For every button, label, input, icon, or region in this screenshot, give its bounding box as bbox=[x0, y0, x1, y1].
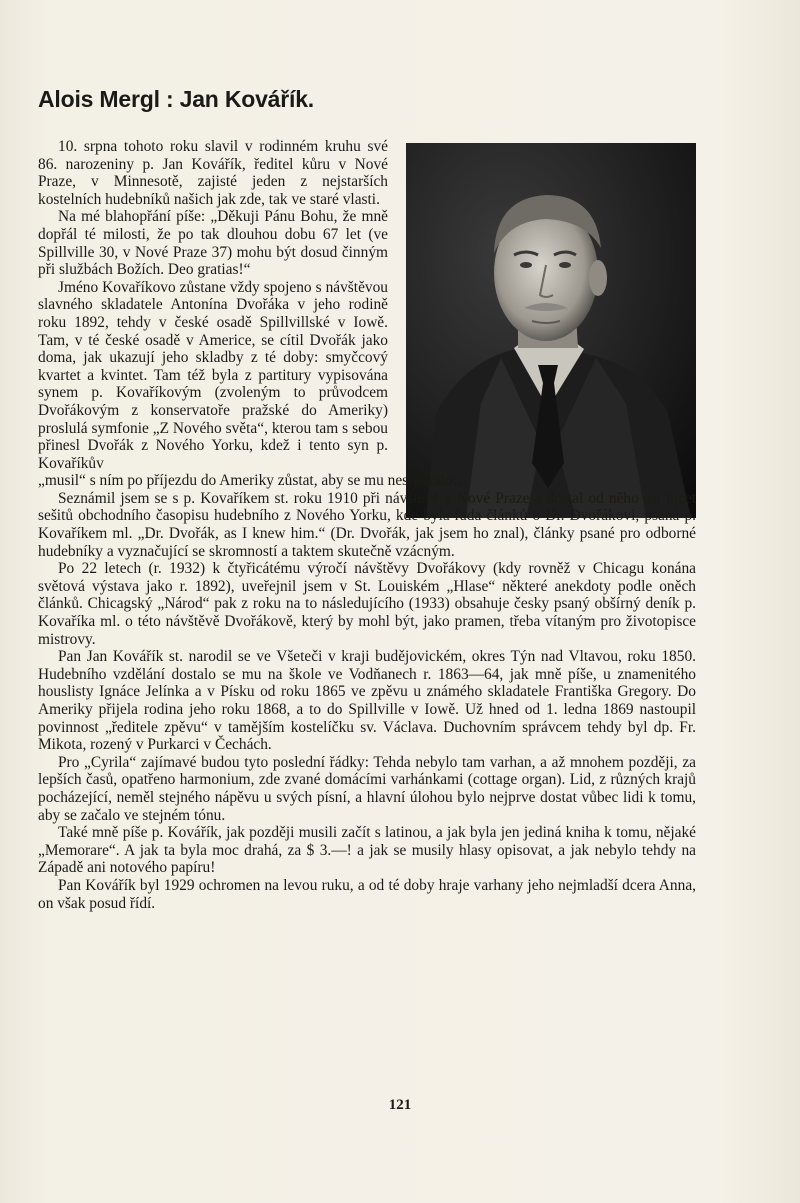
article-body bbox=[38, 138, 696, 912]
paragraph: Seznámil jsem se s p. Kovaříkem st. roku 1910 při návštěvě v Nové Praze a dostal od něho asi tucet sešitů obchodního časopisu hudebního z Nového Yorku, kde byla řada článků o Dr. Dvořákovi, psaná p. Kovaříkem ml. „Dr. Dvořák, as I knew him.“ (Dr. Dvořák, jak jsem ho znal), články psané pro odborné hudebníky a vyznačující se skromností a taktem skutečně vzácným. bbox=[38, 489, 696, 560]
paragraph: Pan Kovářík byl 1929 ochromen na levou ruku, a od té doby hraje varhany jeho nejmladší dcera Anna, on však posud řídí. bbox=[38, 876, 696, 912]
paragraph: Pro „Cyrila“ zajímavé budou tyto poslední řádky: Tehda nebylo tam varhan, a až mnohem později, za lepších časů, opatřeno harmonium, zde zvané domácími varhánkami (cottage organ). Lid, z různých krajů pocházející, neměl stejného nápěvu u svých písní, a hlavní úlohou bylo nejprve dostat vůbec lidi k tomu, aby se začalo ve stejném tónu. bbox=[38, 753, 696, 824]
page-number: 121 bbox=[388, 1097, 412, 1113]
article-title: Alois Mergl : Jan Kovářík. bbox=[38, 86, 314, 112]
paragraph: Jméno Kovaříkovo zůstane vždy spojeno s návštěvou slavného skladatele Antonína Dvořáka v jeho rodině roku 1892, tehdy v české osadě Spillvillské v Iowě. Tam, v té české osadě v Americe, se cítil Dvořák jako doma, jak ukazují jeho skladby z té doby: smyčcový kvartet a kvintet. Tam též byla z partitury vypisována synem p. Kovaříkovým (zvoleným to průvodcem Dvořákovým z konservatoře pražské do Ameriky) proslulá symfonie „Z Nového světa“, kterou tam s sebou přinesl Dvořák z Nového Yorku, kdež i tento syn p. Kovaříkův bbox=[38, 278, 388, 472]
text-column-beside-photo bbox=[38, 138, 388, 472]
paragraph: 10. srpna tohoto roku slavil v rodinném kruhu své 86. narozeniny p. Jan Kovářík, ředitel kůru v Nové Praze, v Minnesotě, zajisté jeden z nejstarších kostelních hudebníků našich jak zde, tak ve staré vlasti. bbox=[38, 138, 388, 208]
paragraph: Pan Jan Kovářík st. narodil se ve Všeteči v kraji budějovickém, okres Týn nad Vltavou, roku 1850. Hudebního vzdělání dostalo se mu na škole ve Vodňanech r. 1863—64, jak mně píše, u znamenitého houslisty Ignáce Jelínka a v Písku od roku 1865 ve zpěvu u známého skladatele Františka Gregory. Do Ameriky přijela rodina jeho roku 1868, a to do Spillville v Iowě. Už hned od 1. ledna 1869 nastoupil povinnost „ředitele zpěvu“ v tamějším kostelíčku sv. Václava. Duchovním správcem tehdy byl dp. Fr. Mikota, rozený v Purkarci v Čechách. bbox=[38, 648, 696, 754]
paragraph: Také mně píše p. Kovářík, jak později musili začít s latinou, a jak byla jen jediná kniha k tomu, nějaké „Memorare“. A jak ta byla moc drahá, za $ 3.—! a jak se musily hlasy opisovat, a jak nebylo tehdy na Západě ani notového papíru! bbox=[38, 824, 696, 877]
paragraph-continuation: „musil“ s ním po příjezdu do Ameriky zůstat, aby se mu nestýskalo… bbox=[38, 472, 469, 490]
paragraph: Po 22 letech (r. 1932) k čtyřicátému výročí návštěvy Dvořákovy (kdy rovněž v Chicagu konána světová výstava jako r. 1892), uveřejnil jsem v St. Louiském „Hlase“ některé anekdoty podle oněch článků. Chicagský „Národ“ pak z roku na to následujícího (1933) obsahuje česky psaný obšírný deník p. Kovaříka ml. o této návštěvě Dvořákově, který by mohl být, jako pramen, třeba vítaným pro životopisce mistrovy. bbox=[38, 560, 696, 648]
paragraph: Na mé blahopřání píše: „Děkuji Pánu Bohu, že mně dopřál té milosti, že po tak dlouhou dobu 67 let (ve Spillville 30, v Nové Praze 37) mohu být dosud činným při službách Božích. Deo gratias!“ bbox=[38, 208, 388, 279]
